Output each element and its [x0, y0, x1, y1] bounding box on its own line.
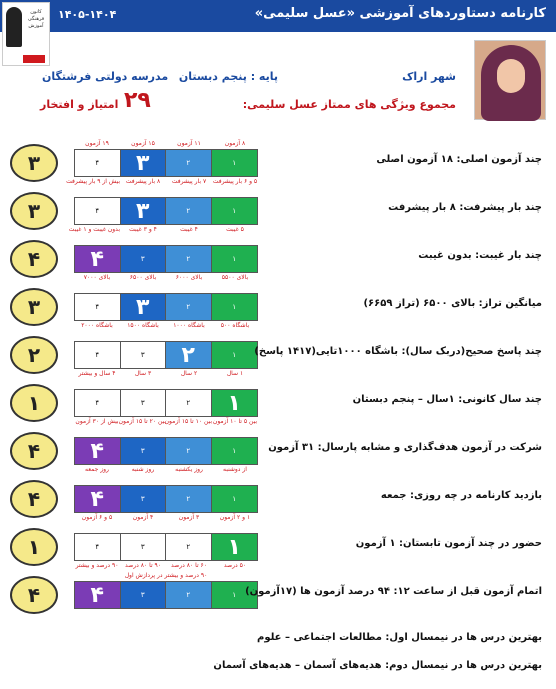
grade-cell: ۳: [121, 582, 167, 608]
grade-cell: ۲: [166, 294, 212, 320]
achievement-row: [0, 140, 556, 188]
grade-scale: [74, 485, 258, 513]
level-label: روز یکشنبه: [175, 466, 203, 473]
grade-cell: ۳: [121, 486, 167, 512]
level-label: ۱۵ آزمون: [131, 140, 155, 147]
achievement-row: [0, 572, 556, 620]
level-label: ۳ آزمون: [178, 514, 200, 521]
level-label: ۴ غیبت: [180, 226, 198, 233]
school-label: مدرسه دولتی فرشتگان: [42, 70, 169, 83]
grade-scale: [74, 437, 258, 465]
metric-text: چند سال کانونی: ۱سال – پنجم دبستان: [352, 394, 542, 405]
level-labels-bottom: [74, 562, 258, 572]
grade-cell: ۲: [166, 198, 212, 224]
grade-cell: ۳: [121, 198, 167, 224]
level-label: روز جمعه: [85, 466, 109, 473]
page-title: کارنامه دستاوردهای آموزشی «عسل سلیمی»: [254, 6, 546, 21]
grade-cell: ۴: [75, 582, 121, 608]
grade-label: پایه : پنجم دبستان: [178, 70, 278, 83]
points-label: امتیاز و افتخار: [40, 98, 119, 111]
metric-text: شرکت در آزمون هدف‌گذاری و مشابه پارسال: ۳۱ آزمون: [268, 442, 542, 453]
achievement-row: [0, 476, 556, 524]
grade-cell: ۴: [75, 390, 121, 416]
grade-cell: ۴: [75, 150, 121, 176]
grade-cell: ۱: [212, 582, 257, 608]
score-value: ۳: [27, 199, 41, 223]
metric-text: میانگین تراز: بالای ۶۵۰۰ (تراز ۶۶۵۹): [363, 298, 542, 309]
level-label: باشگاه ۵۰۰: [220, 322, 250, 329]
level-label: ۶۰ تا ۸۰ درصد: [171, 562, 207, 569]
level-label: ۱ سال: [226, 370, 244, 377]
level-labels-bottom: [74, 514, 258, 524]
grade-cell: ۱: [212, 150, 257, 176]
summary-label: مجموع ویژگی های ممتاز عسل سلیمی:: [242, 98, 456, 111]
logo: [2, 2, 50, 66]
level-label: بیش از ۹ بار پیشرفت: [66, 178, 120, 185]
score-badge: [10, 432, 58, 470]
achievement-row: [0, 284, 556, 332]
grade-cell: ۲: [166, 342, 212, 368]
student-photo: [474, 40, 546, 120]
score-badge: [10, 288, 58, 326]
level-label: ۵۰ درصد: [223, 562, 247, 569]
level-label: بالای ۶۰۰۰: [175, 274, 203, 281]
score-badge: [10, 528, 58, 566]
achievement-row: [0, 236, 556, 284]
level-label: ۲ سال: [180, 370, 198, 377]
level-labels-bottom: [74, 274, 258, 284]
grade-cell: ۲: [166, 534, 212, 560]
grade-cell: ۱: [212, 246, 257, 272]
metric-text: اتمام آزمون قبل از ساعت ۱۲: ۹۴ درصد آزمون ها (۱۷آزمون): [245, 586, 542, 597]
grade-cell: ۱: [212, 534, 257, 560]
photo-face: [497, 59, 525, 93]
city-label: شهر اراک: [402, 70, 456, 83]
level-label: بالای ۵۵۰۰: [221, 274, 249, 281]
score-value: ۳: [27, 295, 41, 319]
grade-cell: ۲: [166, 150, 212, 176]
level-labels-bottom: [74, 418, 258, 428]
level-labels-bottom: [74, 610, 258, 620]
score-badge: [10, 384, 58, 422]
grade-cell: ۴: [75, 294, 121, 320]
level-label: بیش از ۳۰ آزمون: [75, 418, 119, 425]
level-label: ۸ آزمون: [224, 140, 246, 147]
achievement-row: [0, 428, 556, 476]
grade-cell: ۲: [166, 438, 212, 464]
grade-cell: ۲: [166, 246, 212, 272]
level-label: بین ۲۰ تا ۱۵ آزمون: [118, 418, 166, 425]
level-label: ۹۰ درصد و بیشتر در پردازش اول: [124, 572, 208, 579]
best-subjects-first-half: بهترین درس ها در نیمسال اول: مطالعات اجتماعی – علوم: [256, 632, 542, 643]
score-value: ۲: [27, 343, 41, 367]
grade-cell: ۳: [121, 534, 167, 560]
achievement-row: [0, 380, 556, 428]
grade-cell: ۲: [166, 486, 212, 512]
score-value: ۴: [27, 583, 41, 607]
score-badge: [10, 192, 58, 230]
level-labels-bottom: [68, 226, 258, 236]
grade-scale: [74, 389, 258, 417]
score-badge: [10, 576, 58, 614]
grade-cell: ۱: [212, 390, 257, 416]
level-label: باشگاه ۱۵۰۰: [127, 322, 159, 329]
score-value: ۴: [27, 487, 41, 511]
level-label: ۵ و ۶ بار پیشرفت: [212, 178, 258, 185]
level-label: ۱ و ۲ آزمون: [219, 514, 251, 521]
score-badge: [10, 240, 58, 278]
level-label: ۴ و ۳ غیبت: [129, 226, 157, 233]
grade-cell: ۴: [75, 342, 121, 368]
grade-cell: ۱: [212, 198, 257, 224]
level-labels-bottom: [74, 370, 258, 380]
level-label: ۹۰ درصد و بیشتر: [75, 562, 119, 569]
grade-cell: ۳: [121, 294, 167, 320]
level-label: باشگاه ۲۰۰۰: [81, 322, 113, 329]
grade-scale: [74, 293, 258, 321]
score-badge: [10, 336, 58, 374]
grade-cell: ۴: [75, 486, 121, 512]
metric-text: حضور در چند آزمون تابستان: ۱ آزمون: [355, 538, 542, 549]
level-label: بالای ۷۰۰۰: [83, 274, 111, 281]
logo-figure-icon: [6, 7, 22, 47]
level-label: روز شنبه: [131, 466, 155, 473]
grade-cell: ۱: [212, 438, 257, 464]
level-label: ۱۹ آزمون: [85, 140, 109, 147]
grade-cell: ۴: [75, 438, 121, 464]
level-label: ۵ و ۶ آزمون: [81, 514, 113, 521]
level-label: بدون غیبت و ۱ غیبت: [68, 226, 120, 233]
level-label: بین ۱۰ تا ۱۵ آزمون: [164, 418, 212, 425]
grade-cell: ۱: [212, 294, 257, 320]
header-bar: [0, 0, 556, 32]
score-value: ۴: [27, 439, 41, 463]
metric-text: چند بار پیشرفت: ۸ بار پیشرفت: [388, 202, 542, 213]
grade-cell: ۳: [121, 246, 167, 272]
level-labels-bottom: [74, 466, 258, 476]
level-label: ۷ بار پیشرفت: [171, 178, 207, 185]
level-label: بالای ۶۵۰۰: [129, 274, 157, 281]
grade-cell: ۴: [75, 198, 121, 224]
score-value: ۴: [27, 247, 41, 271]
grade-cell: ۱: [212, 342, 257, 368]
achievement-row: [0, 332, 556, 380]
score-value: ۳: [27, 151, 41, 175]
grade-cell: ۳: [121, 150, 167, 176]
level-labels-bottom: [74, 322, 258, 332]
level-label: از دوشنبه: [223, 466, 247, 473]
score-badge: [10, 480, 58, 518]
score-value: ۱: [27, 535, 41, 559]
metric-text: چند بار غیبت: بدون غیبت: [418, 250, 542, 261]
grade-scale: [74, 245, 258, 273]
level-label: بین ۵ تا ۱۰ آزمون: [212, 418, 258, 425]
score-badge: [10, 144, 58, 182]
level-label: ۸ بار پیشرفت: [125, 178, 161, 185]
level-label: ۳ سال: [134, 370, 152, 377]
grade-cell: ۴: [75, 534, 121, 560]
grade-scale: [74, 581, 258, 609]
level-label: ۴ سال و بیشتر: [78, 370, 116, 377]
achievement-row: [0, 188, 556, 236]
grade-cell: ۲: [166, 582, 212, 608]
grade-scale: [74, 149, 258, 177]
points-total: ۲۹: [124, 88, 151, 113]
grade-cell: ۳: [121, 438, 167, 464]
grade-cell: ۲: [166, 390, 212, 416]
metric-text: چند پاسخ صحیح(دربک سال): باشگاه ۱۰۰۰تایی(۱۴۱۷ پاسخ): [254, 346, 542, 357]
level-label: ۵ غیبت: [226, 226, 244, 233]
grade-scale: [74, 533, 258, 561]
grade-cell: ۴: [75, 246, 121, 272]
logo-text: کانون فرهنگی آموزش: [27, 9, 45, 29]
grade-cell: ۱: [212, 486, 257, 512]
best-subjects-second-half: بهترین درس ها در نیمسال دوم: هدیه‌های آسمان – هدیه‌های آسمان: [213, 660, 542, 671]
achievement-row: [0, 524, 556, 572]
grade-cell: ۳: [121, 390, 167, 416]
level-labels-bottom: [66, 178, 258, 188]
score-value: ۱: [27, 391, 41, 415]
level-label: ۱۱ آزمون: [177, 140, 201, 147]
metric-text: چند آزمون اصلی: ۱۸ آزمون اصلی: [376, 154, 542, 165]
logo-badge: [23, 55, 45, 63]
grade-scale: [74, 197, 258, 225]
level-label: ۹۰ تا ۸۰ درصد: [125, 562, 161, 569]
header-date: ۱۴۰۵-۱۴۰۴: [58, 8, 117, 21]
level-label: ۴ آزمون: [132, 514, 154, 521]
grade-cell: ۳: [121, 342, 167, 368]
grade-scale: [74, 341, 258, 369]
level-label: باشگاه ۱۰۰۰: [173, 322, 205, 329]
metric-text: بازدید کارنامه در چه روزی: جمعه: [380, 490, 542, 501]
